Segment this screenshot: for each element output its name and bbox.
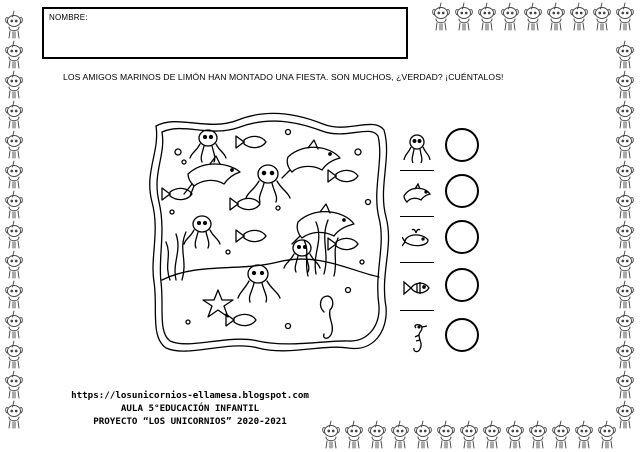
unicorn-icon [596,420,618,450]
divider [400,170,434,171]
unicorn-icon [573,420,595,450]
count-row-whale [398,220,488,260]
name-field-box[interactable] [42,7,408,59]
unicorn-icon [3,130,25,160]
unicorn-icon [3,340,25,370]
unicorn-icon [476,2,498,32]
unicorn-icon [3,10,25,40]
unicorn-icon [614,100,636,130]
footer-credits [60,389,320,428]
answer-circle-dolphin[interactable] [445,174,479,208]
divider [400,216,434,217]
unicorn-icon [430,2,452,32]
seahorse-icon [402,322,432,354]
unicorn-icon [453,2,475,32]
sea-party-illustration [148,112,390,358]
unicorn-icon [614,370,636,400]
fish-icon [402,272,432,304]
unicorn-icon [3,280,25,310]
unicorn-icon [504,420,526,450]
unicorn-icon [435,420,457,450]
unicorn-icon [527,420,549,450]
octopus-icon [402,132,432,164]
dolphin-icon [402,178,432,210]
name-label: NOMBRE: [49,13,88,22]
unicorn-icon [614,130,636,160]
unicorn-icon [614,160,636,190]
count-panel [398,128,488,360]
unicorn-icon [389,420,411,450]
whale-icon [402,224,432,256]
answer-circle-seahorse[interactable] [445,318,479,352]
unicorn-icon [614,340,636,370]
answer-circle-whale[interactable] [445,220,479,254]
footer-project: PROYECTO “LOS UNICORNIOS” 2020-2021 [93,416,287,427]
unicorn-icon [3,310,25,340]
unicorn-icon [458,420,480,450]
unicorn-icon [3,70,25,100]
instruction-text: LOS AMIGOS MARINOS DE LIMÓN HAN MONTADO UNA FIESTA. SON MUCHOS, ¿VERDAD? ¡CUÉNTALOS! [63,72,504,82]
unicorn-icon [550,420,572,450]
unicorn-icon [614,310,636,340]
unicorn-icon [3,40,25,70]
unicorn-icon [366,420,388,450]
unicorn-icon [545,2,567,32]
count-row-octopus [398,128,488,168]
unicorn-icon [614,280,636,310]
count-row-seahorse [398,318,488,358]
unicorn-icon [3,400,25,430]
unicorn-icon [3,370,25,400]
blog-url[interactable]: https://losunicornios-ellamesa.blogspot.com [71,390,309,401]
count-row-fish [398,268,488,308]
unicorn-icon [614,190,636,220]
unicorn-icon [591,2,613,32]
unicorn-icon [320,420,342,450]
unicorn-icon [3,220,25,250]
unicorn-icon [568,2,590,32]
footer-class: AULA 5°EDUCACIÓN INFANTIL [120,403,260,414]
unicorn-icon [614,220,636,250]
answer-circle-fish[interactable] [445,268,479,302]
answer-circle-octopus[interactable] [445,128,479,162]
unicorn-icon [481,420,503,450]
unicorn-icon [614,40,636,70]
unicorn-icon [614,70,636,100]
unicorn-icon [522,2,544,32]
unicorn-icon [499,2,521,32]
count-row-dolphin [398,174,488,214]
unicorn-icon [614,2,636,32]
divider [400,310,434,311]
divider [400,262,434,263]
unicorn-icon [3,100,25,130]
unicorn-icon [343,420,365,450]
unicorn-icon [3,190,25,220]
unicorn-icon [3,160,25,190]
unicorn-icon [614,250,636,280]
unicorn-icon [412,420,434,450]
unicorn-icon [3,250,25,280]
